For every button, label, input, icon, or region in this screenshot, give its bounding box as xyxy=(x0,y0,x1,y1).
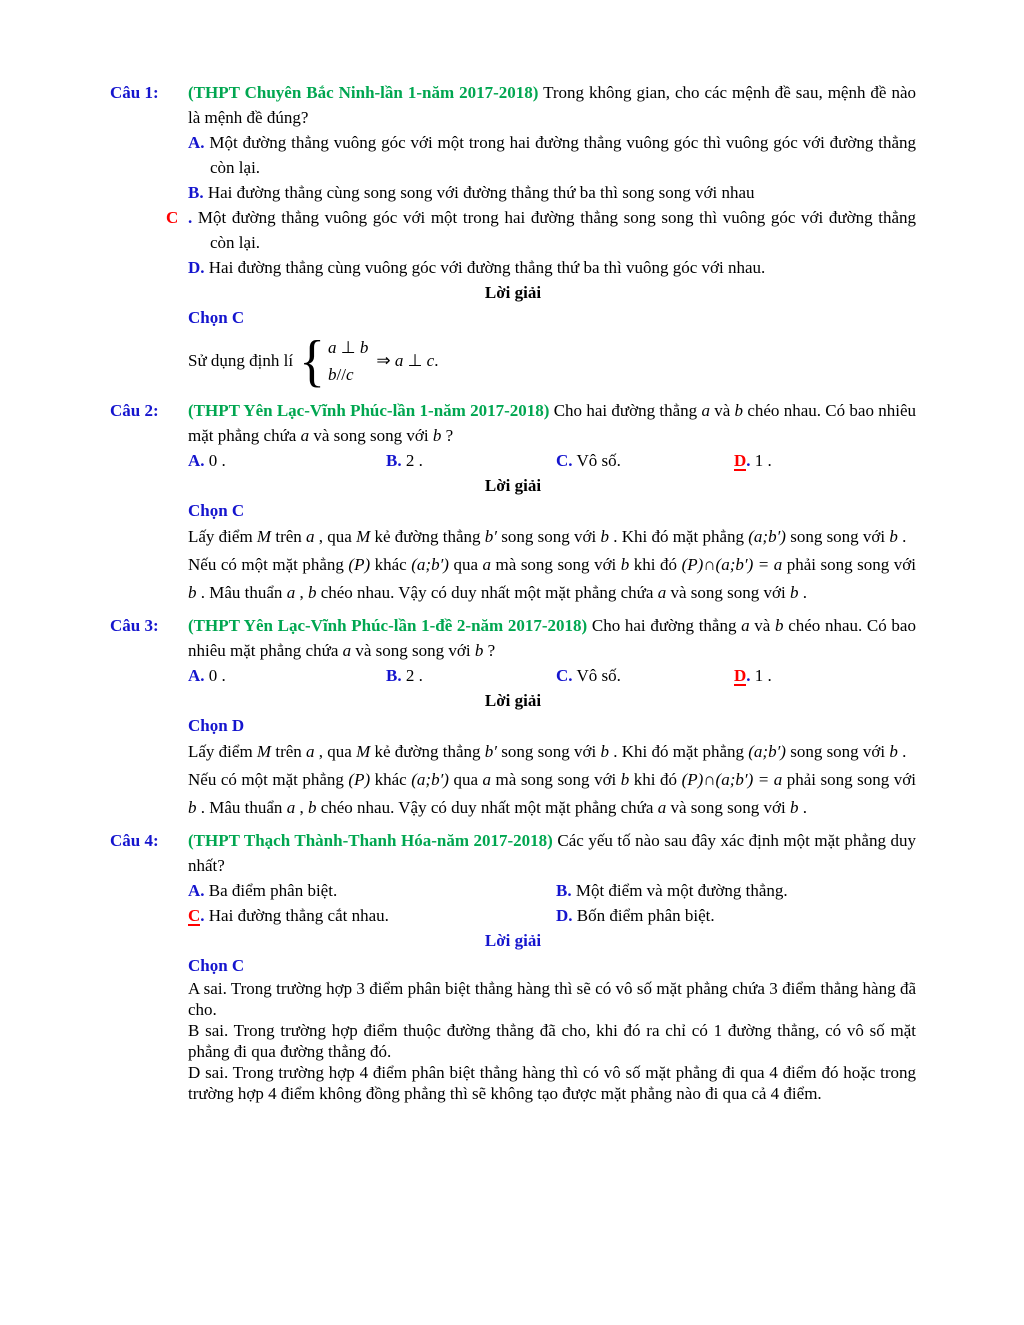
solution-heading: Lời giải xyxy=(484,931,542,950)
option-text: Hai đường thẳng cùng vuông góc với đường thẳng thứ ba thì vuông góc với nhau. xyxy=(208,258,766,277)
question-1-option-d xyxy=(188,255,916,280)
question-2-source: (THPT Yên Lạc-Vĩnh Phúc-lần 1-năm 2017-2018) xyxy=(188,401,550,420)
question-4-choice: Chọn C xyxy=(188,956,245,975)
question-3 xyxy=(110,613,916,822)
question-3-option-a: A. 0 . xyxy=(188,666,226,685)
question-4-stem-text: Các yếu tố nào sau đây xác định một mặt phẳng duy nhất? xyxy=(188,831,916,875)
question-2-choice: Chọn C xyxy=(188,501,245,520)
question-1-option-a xyxy=(188,130,916,180)
question-3-stem xyxy=(188,613,916,663)
question-4-option-d: D. Bốn điểm phân biệt. xyxy=(556,906,715,925)
question-3-content xyxy=(188,663,916,822)
question-4-label: Câu 4: xyxy=(110,831,159,850)
question-3-heading xyxy=(110,613,916,663)
question-2-label: Câu 2: xyxy=(110,401,159,420)
question-4-solution-para-1: A sai. Trong trường hợp 3 điểm phân biệt thẳng hàng thì sẽ có vô số mặt phẳng chứa 3 điểm thẳng hàng đã cho. xyxy=(188,979,916,1019)
question-4-solution-para-2: B sai. Trong trường hợp điểm thuộc đường thẳng đã cho, khi đó ra chỉ có 1 đường thẳng, có vô số mặt phẳng đi qua đường thẳng đó. xyxy=(188,1021,916,1061)
formula-bottom: b//c xyxy=(328,365,354,384)
question-4 xyxy=(110,828,916,1104)
question-2-heading xyxy=(110,398,916,448)
formula-top: a ⊥ b xyxy=(328,338,369,357)
solution-heading: Lời giải xyxy=(484,691,542,710)
solution-heading: Lời giải xyxy=(484,476,542,495)
question-4-options-row-1 xyxy=(188,878,916,903)
question-3-solution-para-2: Nếu có một mặt phẳng (P) khác (a;b′) qua a mà song song với b khi đó (P)∩(a;b′) = a phải song song với b . Mâu thuẩn a , b chéo nhau. Vậy có duy nhất một mặt phẳng chứa a và song song với b . xyxy=(188,770,917,817)
option-letter: B. xyxy=(188,183,204,202)
question-1-choice: Chọn C xyxy=(188,308,245,327)
question-3-option-d: D. 1 . xyxy=(734,666,772,685)
question-4-option-c: C. Hai đường thẳng cắt nhau. xyxy=(188,906,389,925)
option-text: Hai đường thẳng cùng song song với đường thẳng thứ ba thì song song với nhau xyxy=(207,183,755,202)
cases-bracket xyxy=(299,329,369,393)
question-1-option-c xyxy=(166,205,917,255)
option-text: Một đường thẳng vuông góc với một trong hai đường thẳng vuông góc thì vuông góc với đường thẳng còn lại. xyxy=(209,133,917,177)
question-1-formula xyxy=(188,330,916,392)
question-3-solution-para-1: Lấy điểm M trên a , qua M kẻ đường thẳng b′ song song với b . Khi đó mặt phẳng (a;b′) song song với b . xyxy=(188,742,907,761)
option-letter: D. xyxy=(188,258,205,277)
question-4-heading xyxy=(110,828,916,878)
question-1-content xyxy=(166,130,917,393)
question-2-options-row xyxy=(188,448,916,473)
question-3-source: (THPT Yên Lạc-Vĩnh Phúc-lần 1-đề 2-năm 2017-2018) xyxy=(188,616,588,635)
question-3-option-c: C. Vô số. xyxy=(556,666,621,685)
question-2-solution-para-2: Nếu có một mặt phẳng (P) khác (a;b′) qua a mà song song với b khi đó (P)∩(a;b′) = a phải song song với b . Mâu thuẩn a , b chéo nhau. Vậy có duy nhất một mặt phẳng chứa a và song song với b . xyxy=(188,555,917,602)
option-letter-correct: C . xyxy=(166,208,193,227)
question-4-option-a: A. Ba điểm phân biệt. xyxy=(188,881,338,900)
question-2-option-b: B. 2 . xyxy=(386,451,423,470)
question-3-option-b: B. 2 . xyxy=(386,666,423,685)
formula-result: ⇒ a ⊥ c. xyxy=(376,351,439,370)
question-1-source: (THPT Chuyên Bắc Ninh-lần 1-năm 2017-2018) xyxy=(188,83,539,102)
formula-prefix: Sử dụng định lí xyxy=(188,351,294,370)
question-2-stem xyxy=(188,398,916,448)
question-1 xyxy=(110,80,916,392)
question-1-stem xyxy=(188,80,916,130)
question-4-stem xyxy=(188,828,916,878)
question-2-option-a: A. 0 . xyxy=(188,451,226,470)
question-3-options-row xyxy=(188,663,916,688)
question-4-source: (THPT Thạch Thành-Thanh Hóa-năm 2017-2018) xyxy=(188,831,553,850)
left-brace-glyph: { xyxy=(299,329,326,393)
option-text: Một đường thẳng vuông góc với một trong hai đường thẳng song song thì vuông góc với đường thẳng còn lại. xyxy=(197,208,917,252)
question-3-label: Câu 3: xyxy=(110,616,159,635)
question-4-option-b: B. Một điểm và một đường thẳng. xyxy=(556,881,788,900)
question-1-heading xyxy=(110,80,916,130)
question-1-label: Câu 1: xyxy=(110,83,159,102)
question-2-stem-text: Cho hai đường thẳng a và b chéo nhau. Có bao nhiêu mặt phẳng chứa a và song song với b ? xyxy=(188,401,916,445)
question-2-option-d: D. 1 . xyxy=(734,451,772,470)
question-4-solution-para-3: D sai. Trong trường hợp 4 điểm phân biệt thẳng hàng thì có vô số mặt phẳng đi qua 4 điểm đó hoặc trong trường hợp 4 điểm không đồng phẳng thì sẽ không tạo được mặt phẳng nào đi qua cả 4 điểm. xyxy=(188,1063,916,1103)
solution-heading: Lời giải xyxy=(484,283,542,302)
question-3-choice: Chọn D xyxy=(188,716,245,735)
question-2 xyxy=(110,398,916,607)
question-2-option-c: C. Vô số. xyxy=(556,451,621,470)
question-4-options-row-2 xyxy=(188,903,916,928)
option-letter: A. xyxy=(188,133,205,152)
question-3-stem-text: Cho hai đường thẳng a và b chéo nhau. Có bao nhiêu mặt phẳng chứa a và song song với b ? xyxy=(188,616,916,660)
question-2-content xyxy=(188,448,916,607)
question-2-solution-para-1: Lấy điểm M trên a , qua M kẻ đường thẳng b′ song song với b . Khi đó mặt phẳng (a;b′) song song với b . xyxy=(188,527,907,546)
question-4-content xyxy=(188,878,916,1104)
question-1-option-b xyxy=(188,180,916,205)
question-1-stem-text: Trong không gian, cho các mệnh đề sau, mệnh đề nào là mệnh đề đúng? xyxy=(188,83,916,127)
